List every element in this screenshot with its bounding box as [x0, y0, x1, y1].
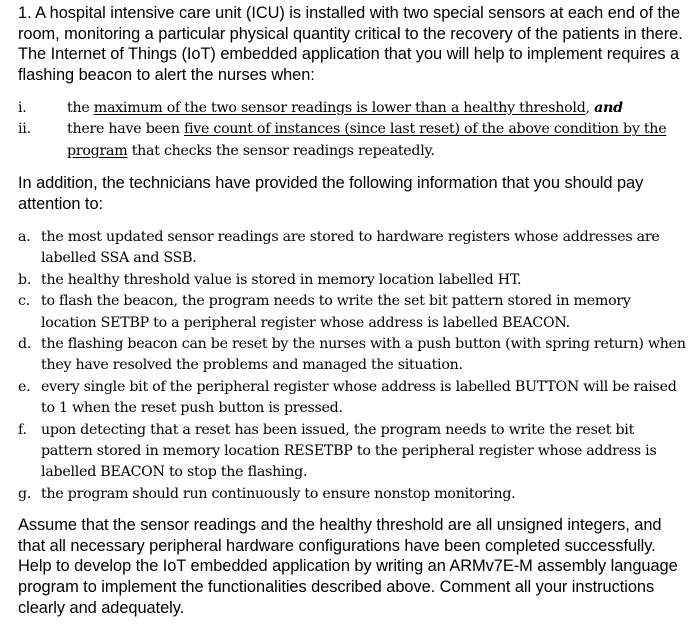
- condition-text: [67, 98, 678, 119]
- info-text: to flash the beacon, the program needs to write the set bit pattern stored in memory location SETBP to a peripheral register whose address is labelled BEACON.: [41, 293, 631, 331]
- info-marker: a.: [18, 229, 31, 245]
- info-item-g: [18, 484, 686, 505]
- info-text: the healthy threshold value is stored in memory location labelled HT.: [41, 271, 522, 288]
- condition-item-i: [18, 98, 678, 119]
- condition-marker: i.: [18, 100, 27, 116]
- info-item-f: [18, 420, 686, 484]
- closing-paragraph: Assume that the sensor readings and the healthy threshold are all unsigned integers, and that all necessary peripheral hardware configurations have been completed successfully. Help to develop the IoT embedded application by writing an ARMv7E-M assembly language program to implement the functionalities described above. Comment all your instructions clearly and adequately.: [18, 516, 678, 617]
- info-marker: c.: [18, 293, 30, 310]
- condition-text-emphasis: and: [594, 100, 623, 116]
- alert-conditions-list: [18, 98, 678, 162]
- technician-info-list: [18, 227, 686, 505]
- info-item-d: [18, 334, 686, 377]
- info-text: the flashing beacon can be reset by the nurses with a push button (with spring return) when they have resolved the problems and managed the situation.: [41, 336, 686, 374]
- condition-marker: ii.: [18, 121, 31, 138]
- info-marker: b.: [18, 271, 32, 288]
- info-text: every single bit of the peripheral register whose address is labelled BUTTON will be raised to 1 when the reset push button is pressed.: [41, 378, 677, 417]
- technicians-intro: In addition, the technicians have provided the following information that you should pay attention to:: [18, 174, 644, 213]
- info-item-b: [18, 270, 686, 291]
- info-marker: e.: [18, 378, 31, 395]
- condition-text-underlined: maximum of the two sensor readings is lower than a healthy threshold: [93, 100, 586, 116]
- condition-item-ii: [18, 119, 678, 162]
- condition-text-underlined: five count of instances (since last reset) of the above condition by the program: [67, 121, 667, 159]
- info-item-e: [18, 377, 686, 420]
- condition-text-post: ,: [585, 100, 595, 116]
- condition-text-pre: the: [67, 100, 94, 116]
- condition-text-post: that checks the sensor readings repeatedly.: [127, 142, 435, 159]
- info-marker: d.: [18, 336, 32, 353]
- info-text: upon detecting that a reset has been issued, the program needs to write the reset bit pattern stored in memory location RESETBP to the peripheral register whose address is labelled BEACON to stop the flashing.: [41, 421, 657, 481]
- question-intro: 1. A hospital intensive care unit (ICU) is installed with two special sensors at each end of the room, monitoring a particular physical quantity critical to the recovery of the patients in there. The Internet of Things (IoT) embedded application that you will help to implement requires a flashing beacon to alert the nurses when:: [18, 4, 683, 85]
- condition-text-pre: there have been: [67, 121, 184, 138]
- info-text: the most updated sensor readings are stored to hardware registers whose addresses are labelled SSA and SSB.: [41, 229, 660, 267]
- condition-text: [67, 119, 678, 162]
- info-marker: f.: [18, 421, 27, 438]
- info-item-c: [18, 291, 686, 334]
- info-marker: g.: [18, 485, 32, 502]
- info-text: the program should run continuously to ensure nonstop monitoring.: [41, 485, 516, 502]
- info-item-a: [18, 227, 686, 270]
